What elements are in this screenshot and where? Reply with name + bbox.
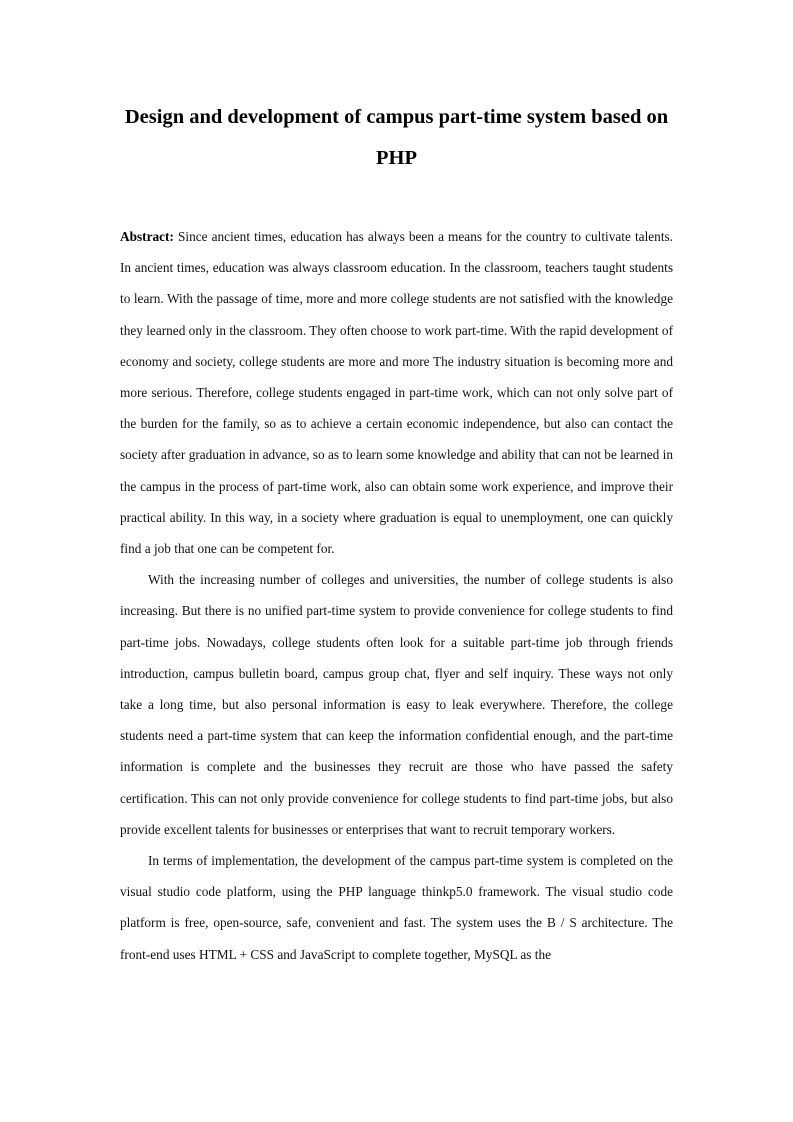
- abstract-paragraph-3: In terms of implementation, the development of the campus part-time system is completed on the visual studio code platform, using the PHP language thinkp5.0 framework. The visual studio code platform is free, open-source, safe, convenient and fast. The system uses the B / S architecture. The front-end uses HTML + CSS and JavaScript to complete together, MySQL as the: [120, 853, 673, 962]
- abstract-paragraph-2: With the increasing number of colleges and universities, the number of college students is also increasing. But there is no unified part-time system to provide convenience for college students to find part-time jobs. Nowadays, college students often look for a suitable part-time job through friends introduction, campus bulletin board, campus group chat, flyer and self inquiry. These ways not only take a long time, but also personal information is easy to leak everywhere. Therefore, the college students need a part-time system that can keep the information confidential enough, and the part-time information is complete and the businesses they recruit are those who have passed the safety certification. This can not only provide convenience for college students to find part-time jobs, but also provide excellent talents for businesses or enterprises that want to recruit temporary workers.: [120, 572, 673, 837]
- paragraph-text: Since ancient times, education has always been a means for the country to cultivate talents. In ancient times, education was always classroom education. In the classroom, teachers taught students to learn. With the passage of time, more and more college students are not satisfied with the knowledge they learned only in the classroom. They often choose to work part-time. With the rapid development of economy and society, college students are more and more The industry situation is becoming more and more serious. Therefore, college students engaged in part-time work, which can not only solve part of the burden for the family, so as to achieve a certain economic independence, but also can contact the society after graduation in advance, so as to learn some knowledge and ability that can not be learned in the campus in the process of part-time work, also can obtain some work experience, and improve their practical ability. In this way, in a society where graduation is equal to unemployment, one can quickly find a job that one can be competent for.: [120, 229, 674, 557]
- abstract-paragraph-1: [120, 221, 673, 564]
- abstract-label: Abstract:: [120, 229, 174, 244]
- page-title: Design and development of campus part-time system based on PHP: [124, 106, 669, 169]
- abstract-section: [120, 221, 673, 970]
